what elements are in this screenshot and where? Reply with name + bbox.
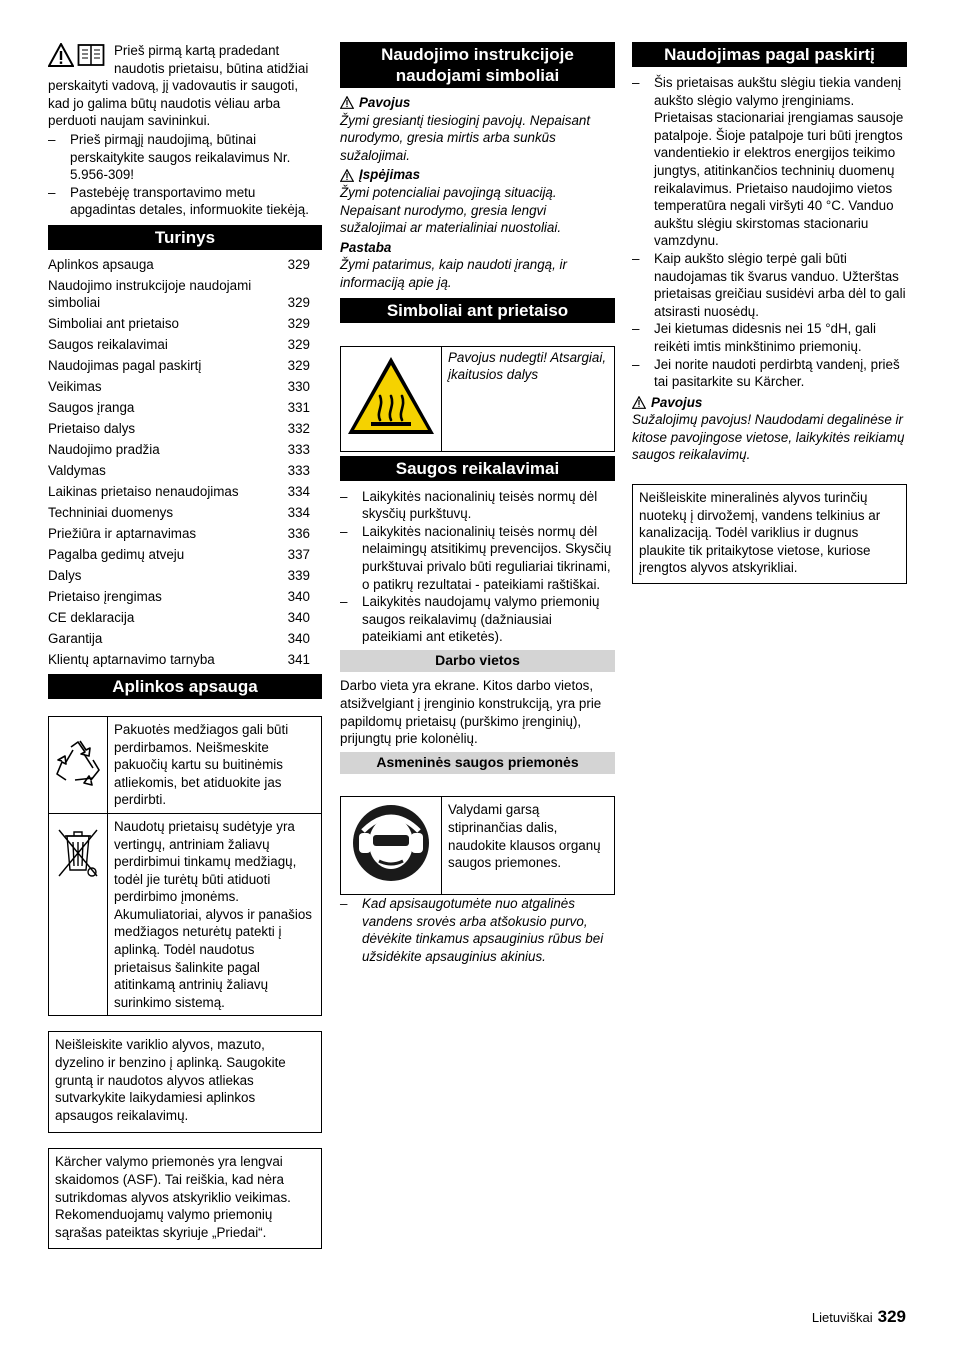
toc-row[interactable] bbox=[48, 397, 322, 418]
toc-row[interactable] bbox=[48, 376, 322, 397]
toc-page: 334 bbox=[287, 483, 310, 499]
oil-note-box bbox=[48, 1031, 322, 1133]
toc-row[interactable] bbox=[48, 586, 322, 607]
device-symbols-heading: Simboliai ant prietaiso bbox=[340, 298, 615, 323]
recycle-icon-cell bbox=[49, 716, 108, 813]
toc-page: 332 bbox=[287, 421, 310, 436]
toc-page: 329 bbox=[287, 337, 310, 353]
warning-section bbox=[340, 166, 615, 236]
toc-heading: Turinys bbox=[48, 225, 322, 250]
list-item: – Jei kietumas didesnis nei 15 °dH, gali reikėti imtis minkštinimo priemonių. bbox=[632, 320, 907, 355]
toc-page: 333 bbox=[287, 462, 310, 478]
intro-list bbox=[48, 131, 322, 219]
ppe-icon-cell bbox=[341, 797, 442, 895]
intro-text: Prieš pirmą kartą pradedant naudotis prietaisu, būtina atidžiai perskaityti vadovą, jį vadovautis ir saugoti, kad jo galima būtų naudotis vėliau arba perduoti naujam savininkui. bbox=[48, 43, 309, 129]
table-of-contents bbox=[48, 254, 322, 670]
toc-row[interactable] bbox=[48, 418, 322, 439]
ppe-heading: Asmeninės saugos priemonės bbox=[340, 752, 615, 775]
env-heading: Aplinkos apsauga bbox=[48, 674, 322, 699]
list-item: – Laikykitės nacionalinių teisės normų dėl nelaimingų atsitikimų prevencijos. Skysčių purkštuvai privalo būti reguliariai tikrinami, o patikrų rezultatai - pateikiami raštiškai. bbox=[340, 523, 615, 593]
manual-book-icon bbox=[77, 43, 105, 67]
device-symbols-table bbox=[340, 346, 615, 452]
footer-language: Lietuviškai bbox=[811, 1310, 873, 1325]
toc-row[interactable] bbox=[48, 607, 322, 628]
toc-row[interactable] bbox=[48, 544, 322, 565]
toc-page: 334 bbox=[287, 504, 310, 520]
toc-label: Laikinas prietaiso nenaudojimas bbox=[48, 483, 239, 499]
toc-label: Dalys bbox=[48, 567, 82, 583]
toc-row[interactable] bbox=[48, 439, 322, 460]
toc-row[interactable] bbox=[48, 334, 322, 355]
toc-label: Naudojimo instrukcijoje naudojami simboliai bbox=[48, 277, 252, 311]
note-text: Žymi patarimus, kaip naudoti įrangą, ir informaciją apie ją. bbox=[340, 257, 567, 290]
toc-page: 329 bbox=[287, 295, 310, 311]
list-item: – Jei norite naudoti perdirbtą vandenį, prieš tai pasitarkite su Kärcher. bbox=[632, 356, 907, 391]
toc-row[interactable] bbox=[48, 355, 322, 376]
toc-page: 340 bbox=[287, 630, 310, 646]
toc-page: 329 bbox=[287, 316, 310, 332]
toc-label: Saugos reikalavimai bbox=[48, 337, 168, 353]
column-left bbox=[48, 42, 322, 1249]
toc-label: Simboliai ant prietaiso bbox=[48, 316, 179, 332]
warning-label: Įspėjimas bbox=[359, 167, 421, 183]
toc-row[interactable] bbox=[48, 275, 322, 314]
table-row bbox=[341, 797, 615, 895]
purpose-danger bbox=[632, 394, 907, 464]
purpose-danger-label: Pavojus bbox=[651, 394, 703, 410]
toc-page: 336 bbox=[287, 525, 310, 541]
toc-label: Garantija bbox=[48, 630, 103, 646]
warning-text: Žymi potencialiai pavojingą situaciją. Nepaisant nurodymo, gresia lengvi sužalojimai ar materialiniai nuostoliai. bbox=[340, 184, 562, 236]
toc-label: Klientų aptarnavimo tarnyba bbox=[48, 651, 215, 667]
toc-page: 329 bbox=[287, 256, 310, 272]
page-number: 329 bbox=[877, 1307, 906, 1326]
toc-row[interactable] bbox=[48, 502, 322, 523]
column-right bbox=[632, 42, 907, 584]
toc-row[interactable] bbox=[48, 523, 322, 544]
hot-icon-cell bbox=[341, 346, 442, 451]
intro-block bbox=[48, 42, 322, 219]
work-heading: Darbo vietos bbox=[340, 650, 615, 673]
toc-page: 340 bbox=[287, 588, 310, 604]
toc-row[interactable] bbox=[48, 565, 322, 586]
warning-triangle-icon bbox=[340, 169, 354, 182]
ppe-text: Valydami garsą stiprinančias dalis, naudokite klausos organų saugos priemones. bbox=[442, 797, 615, 895]
toc-label: Veikimas bbox=[48, 379, 102, 395]
toc-label: Priežiūra ir aptarnavimas bbox=[48, 525, 197, 541]
oil-note-text: Neišleiskite variklio alyvos, mazuto, dyzelino ir benzino į aplinką. Saugokite gruntą ir naudotos alyvos atliekas sutvarkykite laikydamiesi aplinkos apsaugos reikalavimų. bbox=[55, 1037, 286, 1123]
table-row bbox=[49, 716, 322, 813]
toc-row[interactable] bbox=[48, 460, 322, 481]
toc-label: Naudojimo pradžia bbox=[48, 441, 160, 457]
warning-triangle-icon bbox=[48, 43, 74, 67]
toc-page: 339 bbox=[287, 567, 310, 583]
list-item: – Šis prietaisas aukštu slėgiu tiekia vandenį aukšto slėgio valymo įrenginiams. Prietaisas stacionariai įrengiamas sausoje patalpoje. Šioje patalpoje turi būti įrengtos vandentiekio ir elektros energijos teikimo jungtys, atitinkančios techninių duomenų reikalavimus. Prietaiso naudojimo vietos temperatūra negali viršyti 40 °C. Vanduo aukštu slėgiu skirstomas stacionariu vamzdynu. bbox=[632, 74, 907, 250]
toc-row[interactable] bbox=[48, 649, 322, 670]
hot-surface-icon bbox=[345, 354, 437, 438]
toc-label: Prietaiso dalys bbox=[48, 421, 136, 436]
danger-label: Pavojus bbox=[359, 95, 411, 110]
list-item: – Laikykitės nacionalinių teisės normų dėl skysčių purkštuvų. bbox=[340, 488, 615, 523]
toc-label: Naudojimas pagal paskirtį bbox=[48, 358, 202, 374]
toc-row[interactable] bbox=[48, 254, 322, 275]
ppe-list bbox=[340, 895, 615, 965]
danger-text: Žymi gresiantį tiesioginį pavojų. Nepaisant nurodymo, gresia mirtis arba sunkūs sužalojimai. bbox=[340, 112, 591, 163]
asf-note-text: Kärcher valymo priemonės yra lengvai skaidomos (ASF). Tai reiškia, kad nėra sutrikdomas alyvos atskyriklio veikimas. Rekomenduojamų valymo priemonių sąrašas pateiktas skyriuje „Priedai“. bbox=[55, 1154, 291, 1240]
asf-note-box bbox=[48, 1148, 322, 1249]
toc-page: 340 bbox=[287, 609, 310, 625]
toc-label: Valdymas bbox=[48, 462, 106, 478]
toc-row[interactable] bbox=[48, 313, 322, 334]
work-text: Darbo vieta yra ekrane. Kitos darbo vietos, atsižvelgiant į įrenginio konstrukciją, yra prie papildomų prietaisų (purškimo įrenginių), prijungtų prie kolonėlių. bbox=[340, 678, 602, 747]
toc-label: Saugos įranga bbox=[48, 400, 135, 416]
toc-label: Aplinkos apsauga bbox=[48, 256, 154, 272]
warning-triangle-icon bbox=[340, 96, 354, 109]
symbols-heading: Naudojimo instrukcijoje naudojami simboliai bbox=[340, 42, 615, 88]
recycle-text: Pakuotės medžiagos gali būti perdirbamos. Neišmeskite pakuočių kartu su buitinėmis atliekomis, bet atiduokite jas perdirbti. bbox=[108, 716, 322, 813]
list-item: – Pastebėję transportavimo metu apgadintas detales, informuokite tiekėją. bbox=[48, 184, 322, 219]
page-footer bbox=[812, 1308, 906, 1327]
list-item: – Kad apsisaugotumėte nuo atgalinės vandens srovės arba atšokusio purvo, dėvėkite tinkamus apsauginius rūbus bei užsidėkite apsauginius akinius. bbox=[340, 895, 615, 965]
safety-list bbox=[340, 488, 615, 646]
crossed-bin-icon bbox=[55, 826, 101, 880]
ear-protection-icon bbox=[349, 801, 433, 885]
toc-page: 341 bbox=[287, 651, 310, 667]
toc-row[interactable] bbox=[48, 628, 322, 649]
toc-label: Prietaiso įrengimas bbox=[48, 588, 162, 604]
list-item: – Kaip aukšto slėgio terpė gali būti naudojamas tik švarus vanduo. Užterštas prietaisas greičiau susidėvi arba dėl to gali atsirasti nuosėdų. bbox=[632, 250, 907, 320]
bin-icon-cell bbox=[49, 813, 108, 1016]
toc-page: 330 bbox=[287, 379, 310, 395]
warning-triangle-icon bbox=[632, 396, 646, 409]
purpose-danger-text: Sužalojimų pavojus! Naudodami degalinėse ir kitose pavojingose vietose, laikykitės reikiamų saugos reikalavimų. bbox=[632, 412, 905, 463]
toc-page: 331 bbox=[287, 400, 310, 416]
env-table bbox=[48, 716, 322, 1017]
intro-icons bbox=[48, 43, 108, 69]
recycle-icon bbox=[53, 738, 103, 788]
toc-label: Pagalba gedimų atveju bbox=[48, 546, 185, 562]
note-section bbox=[340, 239, 615, 292]
toc-page: 333 bbox=[287, 441, 310, 457]
column-middle bbox=[340, 42, 615, 965]
toc-label: CE deklaracija bbox=[48, 609, 135, 625]
mineral-note-box bbox=[632, 484, 907, 584]
toc-row[interactable] bbox=[48, 481, 322, 502]
weee-text: Naudotų prietaisų sudėtyje yra vertingų, antriniam žaliavų perdirbimui tinkamų medžiagų, todėl jie turėtų būti atiduoti perdirbimo įmonėms. Akumuliatoriai, alyvos ir panašios medžiagos neturėtų patekti į aplinką. Todėl naudotus prietaisus šalinkite pagal atitinkamą antrinių žaliavų surinkimo sistemą. bbox=[108, 813, 322, 1016]
purpose-heading: Naudojimas pagal paskirtį bbox=[632, 42, 907, 67]
list-item: – Laikykitės naudojamų valymo priemonių saugos reikalavimų (dažniausiai pateikiami ant etiketės). bbox=[340, 593, 615, 646]
table-row bbox=[49, 813, 322, 1016]
ppe-table bbox=[340, 796, 615, 895]
hot-text: Pavojus nudegti! Atsargiai, įkaitusios dalys bbox=[442, 346, 615, 451]
list-item: – Prieš pirmąjį naudojimą, būtinai perskaitykite saugos reikalavimus Nr. 5.956-309! bbox=[48, 131, 322, 184]
purpose-list bbox=[632, 74, 907, 391]
danger-section bbox=[340, 94, 615, 164]
toc-label: Techniniai duomenys bbox=[48, 504, 174, 520]
safety-heading: Saugos reikalavimai bbox=[340, 456, 615, 481]
mineral-note-text: Neišleiskite mineralinės alyvos turinčių nuotekų į dirvožemį, vandens telkinius ar kanalizaciją. Todėl variklius ir dugnus plaukite tik pritaikytose vietose, kuriose įrengtos alyvos atskyrikliai. bbox=[639, 490, 881, 576]
toc-page: 337 bbox=[287, 546, 310, 562]
note-label: Pastaba bbox=[340, 239, 392, 255]
table-row bbox=[341, 346, 615, 451]
toc-page: 329 bbox=[287, 358, 310, 374]
